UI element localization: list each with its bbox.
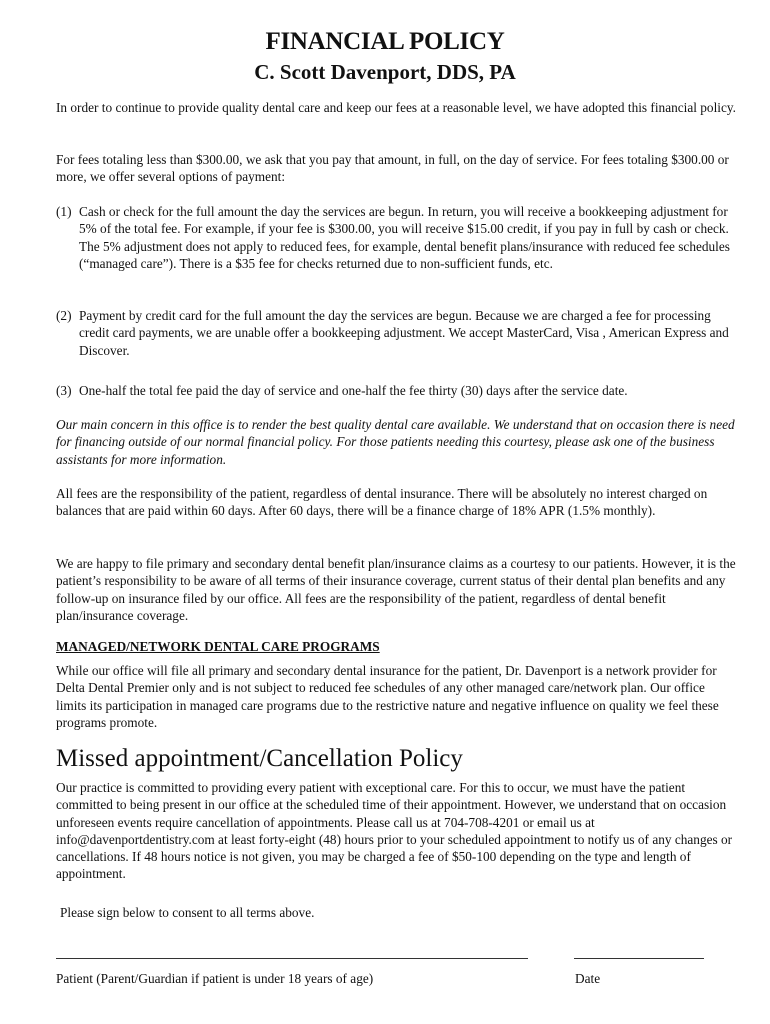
patient-signature-label: Patient (Parent/Guardian if patient is under 18 years of age) bbox=[56, 971, 374, 986]
sign-prompt: Please sign below to consent to all terms above. bbox=[60, 905, 315, 920]
option-number: (3) bbox=[56, 383, 72, 398]
claims-paragraph: We are happy to file primary and secondary dental benefit plan/insurance claims as a courtesy to our patients. However, it is the patient’s responsibility to be aware of all terms of their insurance coverage, current status of their dental plan benefits and any follow-up on insurance filed by our office. All fees are the responsibility of the patient, regardless of dental benefit plan/insurance coverage. bbox=[56, 556, 736, 623]
option-number: (2) bbox=[56, 308, 72, 323]
payment-option-2 bbox=[56, 307, 736, 359]
option-text: Cash or check for the full amount the day the services are begun. In return, you will receive a bookkeeping adjustment for 5% of the total fee. For example, if your fee is $300.00, you will receive $15.00 credit, if you pay in full by cash or check. The 5% adjustment does not apply to reduced fees, for example, dental benefit plans/insurance with reduced fee schedules (“managed care”). There is a $35 fee for checks returned due to non-sufficient funds, etc. bbox=[79, 204, 730, 271]
practice-name: C. Scott Davenport, DDS, PA bbox=[254, 60, 516, 84]
concern-paragraph: Our main concern in this office is to render the best quality dental care available. We understand that on occasion there is need for financing outside of our normal financial policy. For those patients needing this courtesy, please ask one of the business assistants for more information. bbox=[56, 417, 735, 467]
document-title: FINANCIAL POLICY bbox=[265, 28, 505, 55]
fees-intro-paragraph: For fees totaling less than $300.00, we ask that you pay that amount, in full, on the day of service. For fees totaling $300.00 or more, we offer several options of payment: bbox=[56, 152, 729, 185]
responsibility-paragraph: All fees are the responsibility of the patient, regardless of dental insurance. There will be absolutely no interest charged on balances that are paid within 60 days. After 60 days, there will be a finance charge of 18% APR (1.5% monthly). bbox=[56, 486, 708, 519]
date-signature-line[interactable] bbox=[574, 958, 704, 959]
patient-signature-line[interactable] bbox=[56, 958, 528, 959]
option-text: Payment by credit card for the full amount the day the services are begun. Because we are charged a fee for processing credit card payments, we are unable offer a bookkeeping adjustment. We accept MasterCard, Visa , American Express and Discover. bbox=[79, 308, 729, 358]
option-number: (1) bbox=[56, 204, 72, 219]
date-label: Date bbox=[575, 971, 601, 986]
missed-appointment-heading: Missed appointment/Cancellation Policy bbox=[56, 745, 463, 772]
intro-paragraph: In order to continue to provide quality dental care and keep our fees at a reasonable level, we have adopted this financial policy. bbox=[56, 100, 736, 115]
managed-care-heading: MANAGED/NETWORK DENTAL CARE PROGRAMS bbox=[56, 639, 380, 654]
option-text: One-half the total fee paid the day of service and one-half the fee thirty (30) days after the service date. bbox=[79, 383, 628, 398]
payment-option-1 bbox=[56, 203, 736, 272]
managed-care-paragraph: While our office will file all primary and secondary dental insurance for the patient, Dr. Davenport is a network provider for Delta Dental Premier only and is not subject to reduced fee schedules of any other managed care/network plan. Our office limits its participation in managed care programs due to the restrictive nature and negative influence on quality we feel these programs promote. bbox=[56, 663, 719, 730]
payment-option-3 bbox=[56, 382, 736, 399]
missed-appointment-paragraph: Our practice is committed to providing every patient with exceptional care. For this to occur, we must have the patient committed to being present in our office at the scheduled time of their appointment. However, we understand that on occasion unforeseen events require cancellation of appointments. Please call us at 704-708-4201 or email us at info@davenportdentistry.com at least forty-eight (48) hours prior to your scheduled appointment to notify us of any changes or cancellations. If 48 hours notice is not given, you may be charged a fee of $50-100 depending on the type and length of appointment. bbox=[56, 780, 733, 882]
